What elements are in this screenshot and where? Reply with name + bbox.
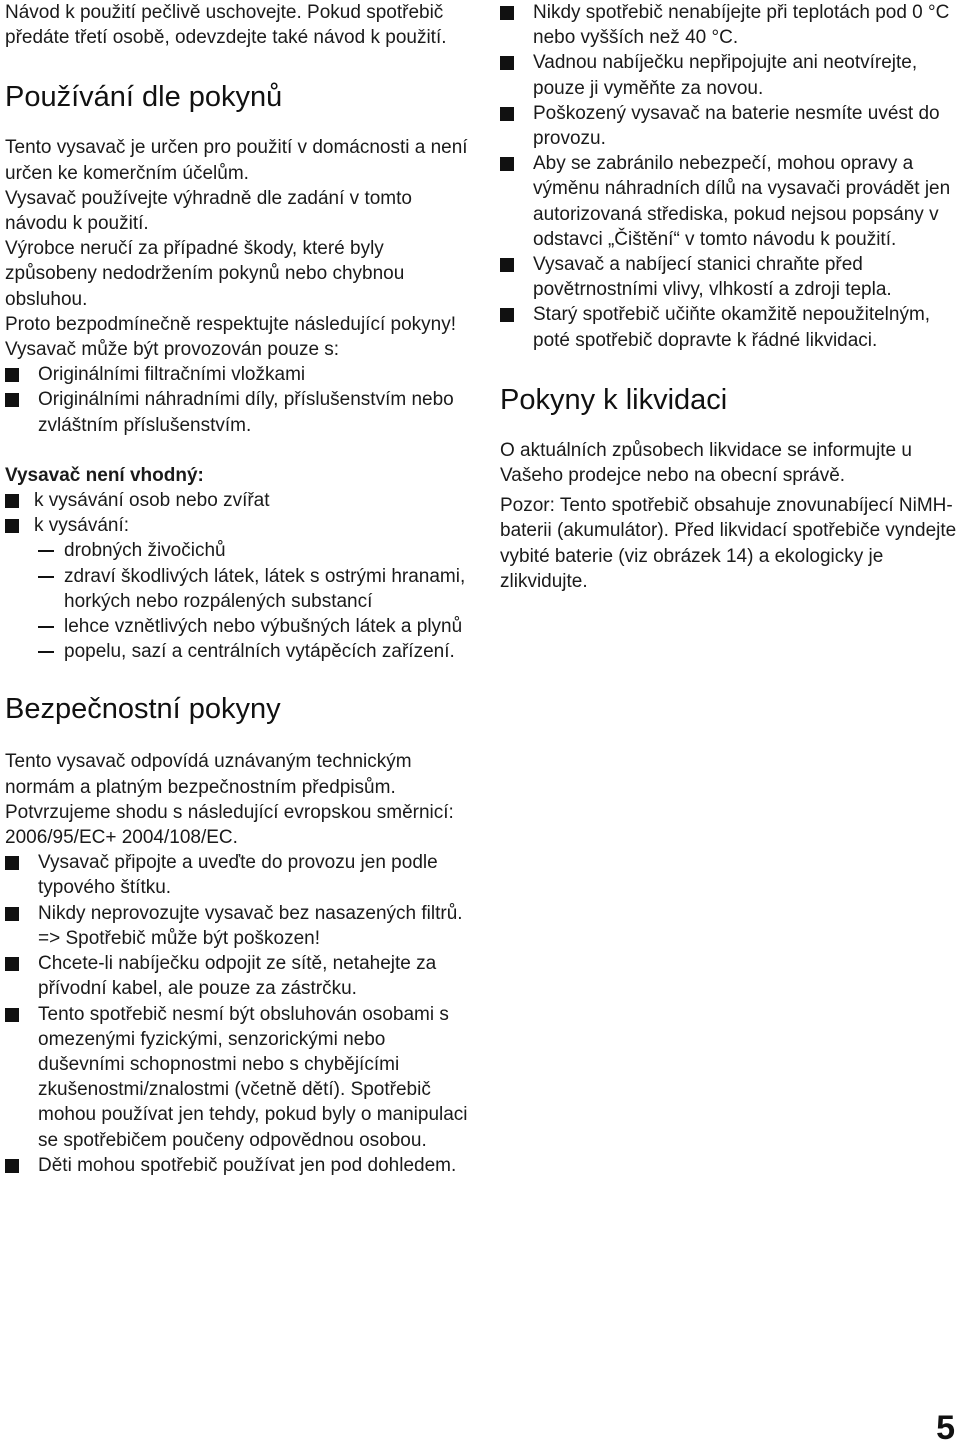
list-item — [38, 639, 470, 664]
safety-heading: Bezpečnostní pokyny — [5, 693, 281, 726]
square-bullet-icon — [5, 393, 19, 407]
disposal-heading: Pokyny k likvidaci — [500, 383, 728, 416]
list-item — [5, 362, 470, 387]
usage-paragraph-5: Vysavač může být provozován pouze s: — [5, 339, 340, 361]
safety-paragraph-2: Potvrzujeme shodu s následující evropskou směrnicí: 2006/95/EC+ 2004/108/EC. — [5, 801, 454, 849]
unsuitable-bullet-list — [5, 488, 470, 538]
unsuitable-dash-list — [38, 538, 470, 664]
square-bullet-icon — [5, 907, 19, 921]
disposal-paragraph-1: O aktuálních způsobech likvidace se informujte u Vašeho prodejce nebo na obecní správě. — [500, 439, 912, 487]
square-bullet-icon — [500, 258, 514, 272]
square-bullet-icon — [500, 308, 514, 322]
intro-paragraph: Návod k použití pečlivě uschovejte. Pokud spotřebič předáte třetí osobě, odevzdejte také návod k použití. — [5, 2, 447, 49]
usage-heading: Používání dle pokynů — [5, 81, 283, 114]
list-item-text: k vysávání osob nebo zvířat — [34, 490, 270, 512]
unsuitable-heading: Vysavač není vhodný: — [5, 464, 204, 486]
list-item — [500, 101, 960, 151]
list-item — [500, 0, 960, 50]
list-item-text: Vysavač připojte a uveďte do provozu jen podle typového štítku. — [38, 852, 438, 899]
list-item-text: Originálními náhradními díly, příslušenstvím nebo zvláštním příslušenstvím. — [38, 389, 454, 436]
square-bullet-icon — [5, 1159, 19, 1173]
dash-bullet-icon — [38, 576, 54, 578]
list-item-text: zdraví škodlivých látek, látek s ostrými hranami, horkých nebo rozpálených substancí — [64, 565, 466, 612]
list-item-text: Chcete-li nabíječku odpojit ze sítě, netahejte za přívodní kabel, ale pouze za zástrčku. — [38, 953, 437, 1000]
square-bullet-icon — [5, 368, 19, 382]
list-item-text: drobných živočichů — [64, 540, 226, 562]
list-item — [500, 151, 960, 252]
list-item-text: Nikdy spotřebič nenabíjejte při teplotách pod 0 °C nebo vyšších než 40 °C. — [533, 2, 950, 49]
list-item-text: popelu, sazí a centrálních vytápěcích zařízení. — [64, 641, 455, 663]
list-item-text: Vysavač a nabíjecí stanici chraňte před povětrnostními vlivy, vlhkostí a zdroji tepla. — [533, 254, 892, 301]
list-item-text: k vysávání: — [34, 515, 130, 537]
usage-paragraph-4: Proto bezpodmínečně respektujte následující pokyny! — [5, 313, 456, 335]
list-item-text: lehce vznětlivých nebo výbušných látek a plynů — [64, 616, 463, 638]
square-bullet-icon — [500, 56, 514, 70]
left-column — [5, 0, 470, 1178]
list-item — [38, 614, 470, 639]
right-bullet-list — [500, 0, 960, 353]
list-item-text: Starý spotřebič učiňte okamžitě nepoužitelným, poté spotřebič dopravte k řádné likvidaci. — [533, 304, 931, 351]
list-item — [500, 302, 960, 352]
square-bullet-icon — [500, 157, 514, 171]
list-item — [5, 387, 470, 437]
usage-paragraph-3: Výrobce neručí za případné škody, které byly způsobeny nedodržením pokynů nebo chybnou obsluhou. — [5, 238, 405, 310]
usage-paragraph-1: Tento vysavač je určen pro použití v domácnosti a není určen ke komerčním účelům. — [5, 137, 468, 184]
list-item — [5, 1153, 470, 1178]
list-item-text: Originálními filtračními vložkami — [38, 364, 306, 386]
square-bullet-icon — [5, 957, 19, 971]
safety-paragraph-1: Tento vysavač odpovídá uznávaným technickým normám a platným bezpečnostním předpisům. — [5, 751, 412, 798]
list-item — [500, 252, 960, 302]
square-bullet-icon — [5, 1008, 19, 1022]
list-item — [5, 513, 470, 538]
list-item-text: Nikdy neprovozujte vysavač bez nasazených filtrů. => Spotřebič může být poškozen! — [38, 902, 463, 949]
list-item — [500, 50, 960, 100]
list-item — [5, 850, 470, 900]
list-item — [5, 901, 470, 951]
page-number: 5 — [936, 1409, 955, 1447]
dash-bullet-icon — [38, 626, 54, 628]
list-item — [5, 1002, 470, 1153]
square-bullet-icon — [5, 519, 19, 533]
list-item-text: Tento spotřebič nesmí být obsluhován osobami s omezenými fyzickými, senzorickými nebo duševními schopnostmi nebo s chybějícími zkušenostmi/znalostmi (včetně dětí). Spotřebič mohou používat jen tehdy, pokud byly o manipulaci se spotřebičem poučeny odpovědnou osobou. — [38, 1003, 468, 1151]
usage-paragraph-2: Vysavač používejte výhradně dle zadání v tomto návodu k použití. — [5, 187, 412, 235]
list-item — [5, 951, 470, 1001]
square-bullet-icon — [500, 6, 514, 20]
list-item — [38, 564, 470, 614]
disposal-paragraph-2: Pozor: Tento spotřebič obsahuje znovunabíjecí NiMH-baterii (akumulátor). Před likvidací spotřebiče vyndejte vybité baterie (viz obrázek 14) a ekologicky je zlikvidujte. — [500, 495, 957, 592]
dash-bullet-icon — [38, 651, 54, 653]
list-item-text: Aby se zabránilo nebezpečí, mohou opravy a výměnu náhradních dílů na vysavači provádět jen autorizovaná střediska, pokud nejsou popsány v odstavci „Čištění“ v tomto návodu k použití. — [533, 153, 951, 250]
list-item-text: Vadnou nabíječku nepřipojujte ani neotvírejte, pouze ji vyměňte za novou. — [533, 52, 918, 99]
square-bullet-icon — [5, 856, 19, 870]
dash-bullet-icon — [38, 550, 54, 552]
usage-bullet-list — [5, 362, 470, 438]
square-bullet-icon — [5, 494, 19, 508]
list-item-text: Poškozený vysavač na baterie nesmíte uvést do provozu. — [533, 102, 940, 150]
list-item — [5, 488, 470, 513]
safety-bullet-list — [5, 850, 470, 1178]
square-bullet-icon — [500, 107, 514, 121]
right-column — [500, 0, 960, 594]
list-item — [38, 538, 470, 563]
list-item-text: Děti mohou spotřebič používat jen pod dohledem. — [38, 1154, 457, 1176]
